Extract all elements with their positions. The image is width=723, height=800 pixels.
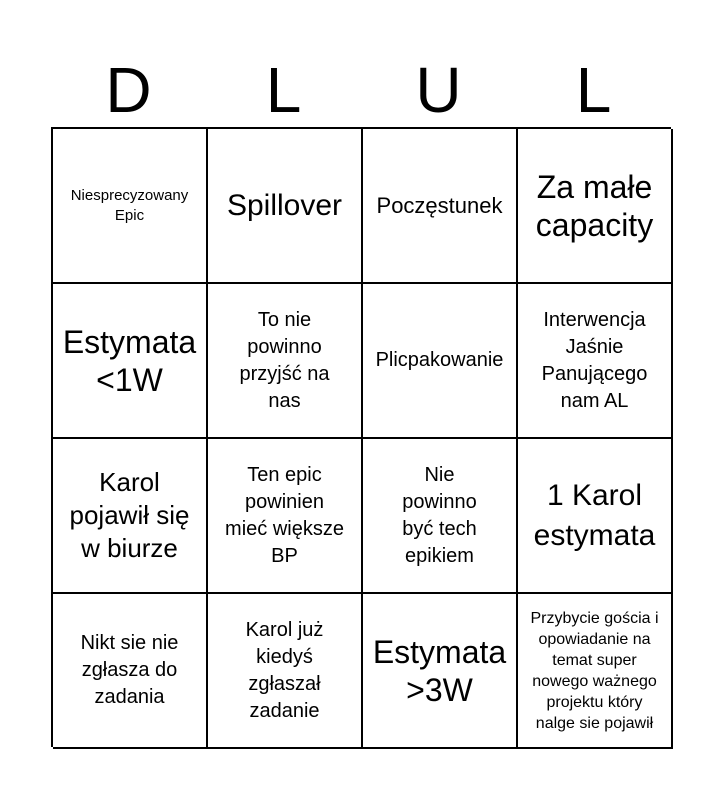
bingo-cell[interactable] xyxy=(363,594,518,749)
header-letter: U xyxy=(415,54,462,126)
bingo-cell[interactable] xyxy=(363,284,518,439)
cell-text: Przybycie gościa i opowiadanie na temat super nowego ważnego projektu który nalge sie pojawił xyxy=(530,609,659,732)
cell-text: Ten epic powinien mieć większe BP xyxy=(225,463,344,567)
cell-text: Niesprecyzowany Epic xyxy=(70,186,189,224)
bingo-header xyxy=(51,52,671,128)
cell-text: To nie powinno przyjść na nas xyxy=(239,308,330,412)
cell-text: Plicpakowanie xyxy=(375,349,504,371)
cell-text: Za małe capacity xyxy=(535,168,654,243)
bingo-cell[interactable] xyxy=(53,439,208,594)
cell-text: 1 Karol estymata xyxy=(533,478,656,552)
bingo-cell[interactable] xyxy=(518,284,673,439)
bingo-cell[interactable] xyxy=(53,129,208,284)
cell-text: Nikt sie nie zgłasza do zadania xyxy=(80,632,179,708)
bingo-cell[interactable] xyxy=(208,129,363,284)
cell-text: Nie powinno być tech epikiem xyxy=(402,463,477,567)
header-letter: D xyxy=(105,54,152,126)
header-letter: L xyxy=(575,54,612,126)
cell-text: Karol już kiedyś zgłaszał zadanie xyxy=(245,618,324,722)
bingo-cell[interactable] xyxy=(208,594,363,749)
bingo-cell[interactable] xyxy=(518,439,673,594)
bingo-cell[interactable] xyxy=(518,594,673,749)
cell-text: Estymata <1W xyxy=(62,323,197,398)
bingo-cell[interactable] xyxy=(208,284,363,439)
bingo-cell[interactable] xyxy=(53,284,208,439)
bingo-cell[interactable] xyxy=(53,594,208,749)
bingo-cell[interactable] xyxy=(518,129,673,284)
bingo-cell[interactable] xyxy=(363,439,518,594)
bingo-cell[interactable] xyxy=(363,129,518,284)
bingo-cell[interactable] xyxy=(208,439,363,594)
cell-text: Estymata >3W xyxy=(372,633,507,708)
cell-text: Interwencja Jaśnie Panującego nam AL xyxy=(541,308,648,412)
cell-text: Poczęstunek xyxy=(376,193,503,218)
cell-text: Spillover xyxy=(226,188,343,222)
cell-text: Karol pojawił się w biurze xyxy=(69,467,190,563)
header-letter: L xyxy=(265,54,302,126)
bingo-board xyxy=(51,127,671,747)
